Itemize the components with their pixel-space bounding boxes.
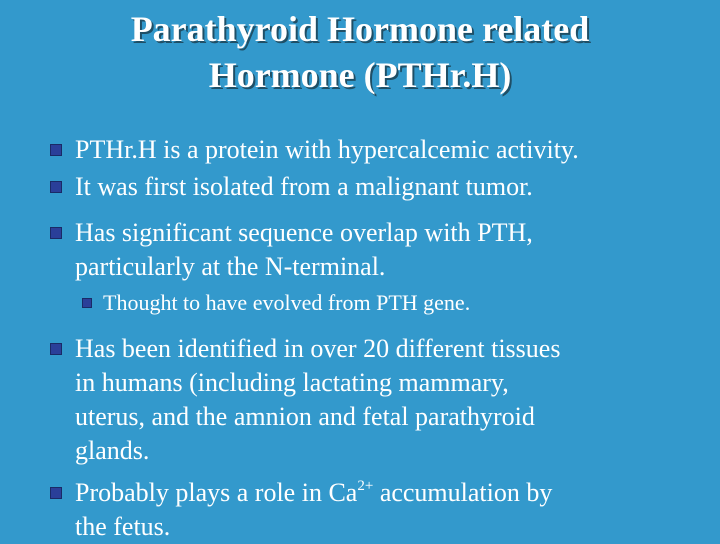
bullet-text: the fetus. xyxy=(75,512,171,541)
bullet-square-icon xyxy=(50,144,62,156)
bullet-square-icon xyxy=(50,227,62,239)
bullet-text: Has significant sequence overlap with PTH, xyxy=(75,218,533,247)
superscript: 2+ xyxy=(357,478,374,494)
bullet-text xyxy=(75,476,552,514)
title-line-2: Hormone (PTHr.H) xyxy=(208,55,512,95)
sub-bullet-square-icon xyxy=(82,298,92,308)
bullet-text-part: accumulation by xyxy=(373,478,553,507)
bullet-text: PTHr.H is a protein with hypercalcemic activity. xyxy=(75,135,579,164)
bullet-text: glands. xyxy=(75,436,150,465)
bullet-text-part: Probably plays a role in Ca xyxy=(75,478,358,507)
bullet-text: Has been identified in over 20 different tissues xyxy=(75,334,561,363)
title-line-1: Parathyroid Hormone related xyxy=(130,9,590,49)
bullet-text: It was first isolated from a malignant tumor. xyxy=(75,172,533,201)
bullet-text: in humans (including lactating mammary, xyxy=(75,368,509,397)
bullet-square-icon xyxy=(50,343,62,355)
bullet-text: particularly at the N-terminal. xyxy=(75,252,386,281)
bullet-square-icon xyxy=(50,181,62,193)
bullet-square-icon xyxy=(50,487,62,499)
sub-bullet-text: Thought to have evolved from PTH gene. xyxy=(103,290,471,315)
bullet-text: uterus, and the amnion and fetal parathyroid xyxy=(75,402,535,431)
